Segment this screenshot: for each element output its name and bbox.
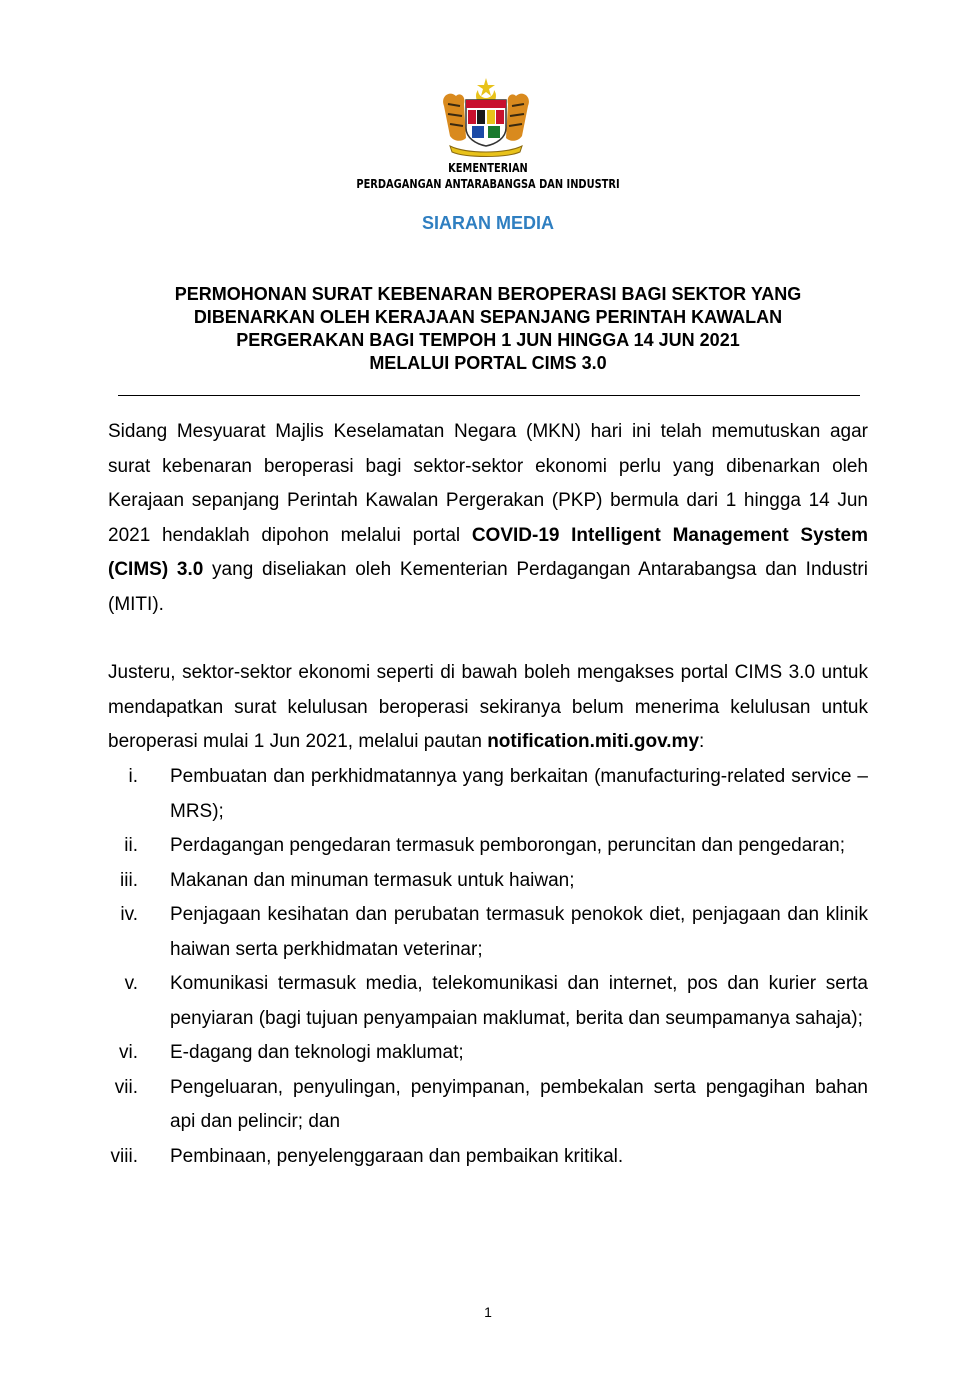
list-item <box>108 1140 868 1175</box>
paragraph-2-text-b: : <box>699 731 705 752</box>
paragraph-1-text-a: Sidang Mesyuarat Majlis Keselamatan Negara (MKN) hari ini telah memutuskan agar surat kebenaran beroperasi bagi sektor-sektor ekonomi perlu yang dibenarkan oleh Kerajaan sepanjang Perintah Kawalan Pergerakan (PKP) bermula dari 1 hingga 14 Jun 2021 hendaklah dipohon melalui portal <box>108 421 868 546</box>
list-item-text: Penjagaan kesihatan dan perubatan termasuk penokok diet, penjagaan dan klinik haiwan serta perkhidmatan veterinar; <box>170 904 868 960</box>
list-item-number: vii. <box>114 1076 138 1098</box>
list-item <box>108 967 868 1036</box>
cims-system-name: COVID-19 Intelligent Management System (CIMS) 3.0 <box>108 524 868 580</box>
title-divider <box>118 395 860 396</box>
list-item-number: iv. <box>120 904 138 925</box>
list-item <box>108 1036 868 1071</box>
list-item-text: E-dagang dan teknologi maklumat; <box>170 1042 464 1063</box>
paragraph-2 <box>108 656 868 760</box>
title-line-4: MELALUI PORTAL CIMS 3.0 <box>369 353 607 373</box>
list-item-text: Komunikasi termasuk media, telekomunikasi dan internet, pos dan kurier serta penyiaran (bagi tujuan penyampaian maklumat, berita dan seumpamanya sahaja); <box>170 973 868 1029</box>
list-item <box>108 898 868 967</box>
list-item-number: i. <box>128 766 138 787</box>
list-item <box>108 829 868 864</box>
paragraph-1 <box>108 415 868 622</box>
page-number: 1 <box>484 1304 492 1320</box>
list-item <box>108 864 868 899</box>
list-item-text: Perdagangan pengedaran termasuk pemborongan, peruncitan dan pengedaran; <box>170 835 846 856</box>
list-item-text: Pengeluaran, penyulingan, penyimpanan, pembekalan serta pengagihan bahan api dan pelincir; dan <box>170 1076 868 1132</box>
paragraph-2-text-a: Justeru, sektor-sektor ekonomi seperti di bawah boleh mengakses portal CIMS 3.0 untuk mendapatkan surat kelulusan beroperasi sekiranya belum menerima kelulusan untuk beroperasi mulai 1 Jun 2021, melalui pautan <box>108 662 868 752</box>
paragraph-1-text-b: yang diseliakan oleh Kementerian Perdagangan Antarabangsa dan Industri (MITI). <box>108 559 868 615</box>
ministry-name-line-1: KEMENTERIAN <box>448 161 528 175</box>
title-line-3: PERGERAKAN BAGI TEMPOH 1 JUN HINGGA 14 JUN 2021 <box>236 330 740 350</box>
list-item-number: viii. <box>110 1145 138 1167</box>
malaysia-coat-of-arms-icon <box>436 76 536 162</box>
list-item-number: v. <box>124 973 138 994</box>
list-item-number: ii. <box>124 835 138 856</box>
list-item-text: Makanan dan minuman termasuk untuk haiwan; <box>170 869 575 891</box>
title-line-2: DIBENARKAN OLEH KERAJAAN SEPANJANG PERINTAH KAWALAN <box>193 307 783 327</box>
title-line-1: PERMOHONAN SURAT KEBENARAN BEROPERASI BAGI SEKTOR YANG <box>174 284 802 304</box>
ministry-name-line-2: PERDAGANGAN ANTARABANGSA DAN INDUSTRI <box>356 177 620 191</box>
portal-link[interactable]: notification.miti.gov.my <box>487 731 700 752</box>
list-item-text: Pembinaan, penyelenggaraan dan pembaikan kritikal. <box>170 1145 624 1167</box>
list-item-number: vi. <box>119 1042 138 1063</box>
list-item <box>108 1071 868 1140</box>
list-item-number: iii. <box>120 869 138 891</box>
list-item <box>108 760 868 829</box>
list-item-text: Pembuatan dan perkhidmatannya yang berkaitan (manufacturing-related service – MRS); <box>170 766 868 822</box>
sector-list <box>108 760 868 1174</box>
document-title <box>100 283 876 375</box>
media-release-heading: SIARAN MEDIA <box>421 213 554 233</box>
